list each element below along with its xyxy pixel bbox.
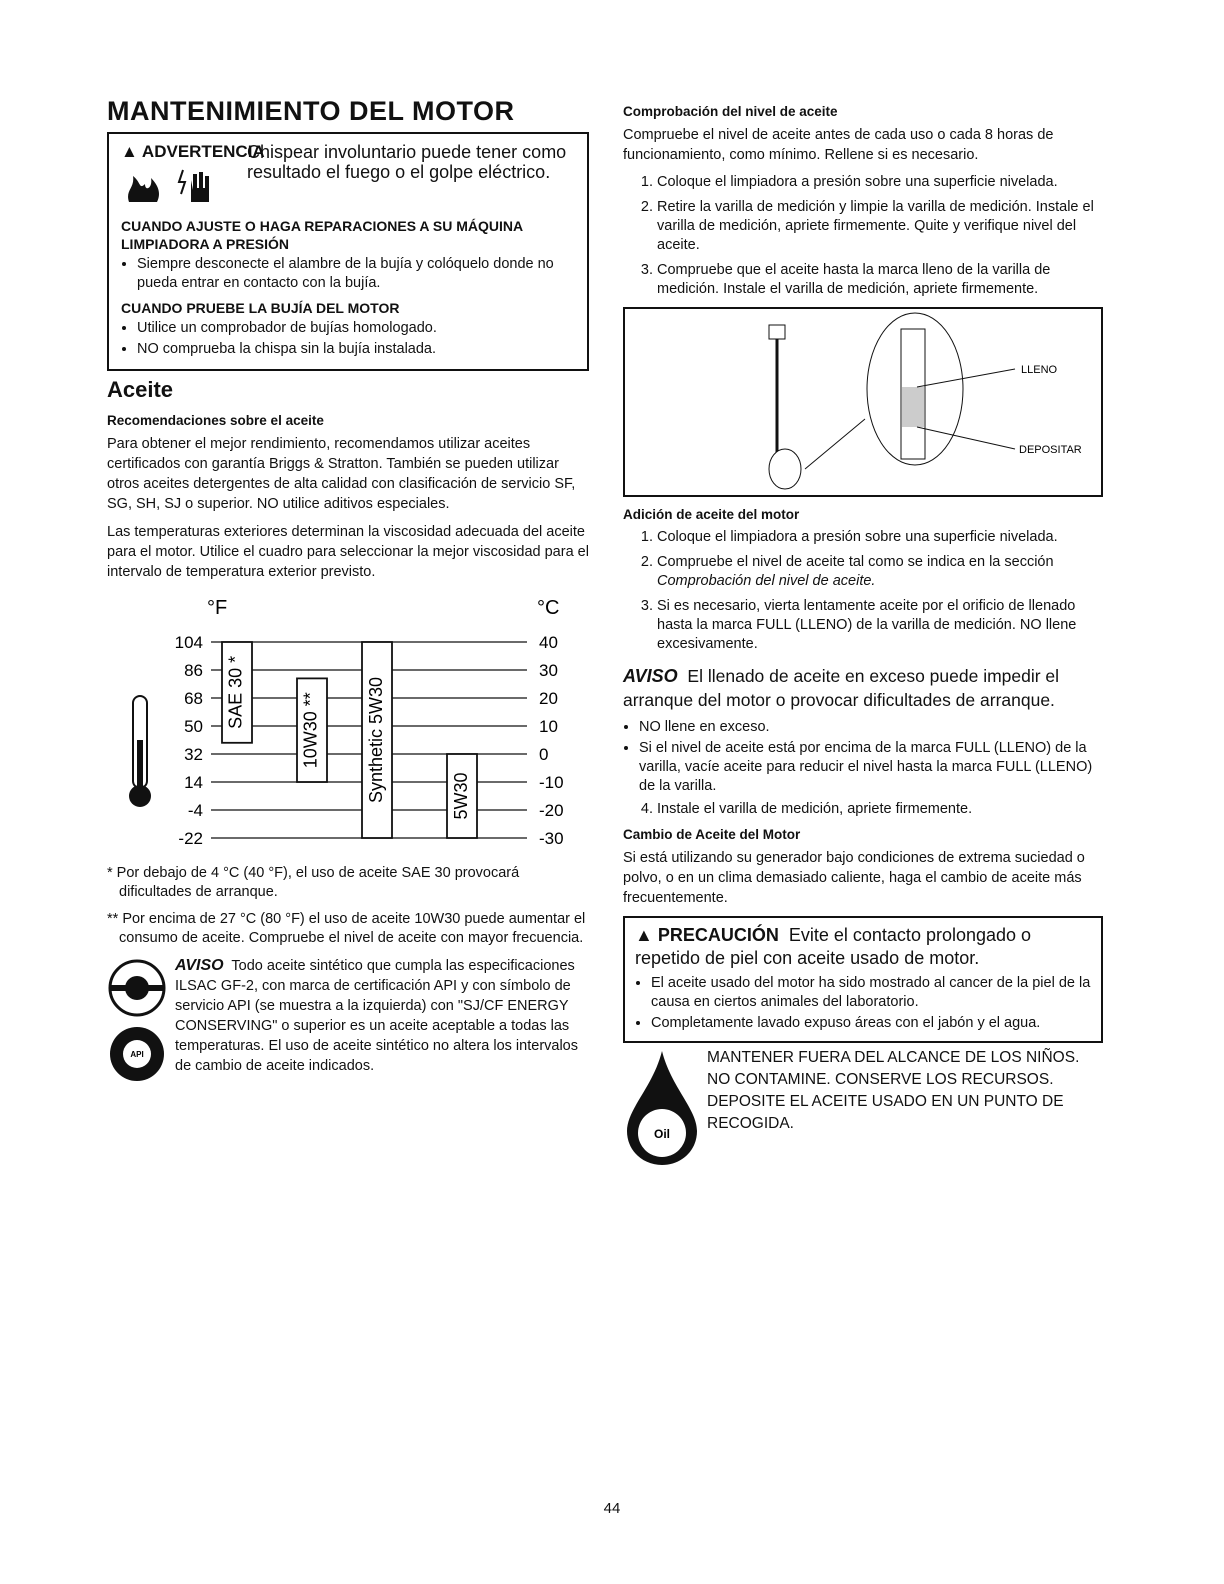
footnote-1: * Por debajo de 4 °C (40 °F), el uso de aceite SAE 30 provocará dificultades de arranque. <box>107 865 520 900</box>
svg-text:API: API <box>130 1050 144 1059</box>
label-full: LLENO <box>1021 364 1058 376</box>
recommendations-p1: Para obtener el mejor rendimiento, recomendamos utilizar aceites certificados con garantía Briggs & Stratton. También se pueden utilizar otros aceites detergentes de alta calidad con clasificación de servicio SF, SG, SH, SJ o superior. NO utilice aditivos especiales. <box>107 436 576 512</box>
magnified-dipstick-icon <box>805 313 963 469</box>
caution-triangle-icon: ▲ <box>635 925 653 945</box>
page-title: MANTENIMIENTO DEL MOTOR <box>107 96 515 126</box>
warning-label: ADVERTENCIA <box>141 142 265 161</box>
list-item: • Si el nivel de aceite está por encima de la marca FULL (LLENO) de la varilla, vacíe aceite para reducir el nivel hasta la marca FULL (LLENO) de la varilla. <box>639 739 1103 796</box>
api-donut-icon <box>110 961 164 1015</box>
check-level-steps <box>623 173 1103 299</box>
aviso-overfill <box>623 664 1103 712</box>
warning-section1-title: CUANDO AJUSTE O HAGA REPARACIONES A SU MÁQUINA LIMPIADORA A PRESIÓN <box>121 218 523 252</box>
c-tick-label: 20 <box>539 689 558 708</box>
warning-box <box>107 132 589 371</box>
list-item: 4. Instale el varilla de medición, apriete firmemente. <box>657 800 1103 819</box>
warning-section1-list <box>121 255 575 293</box>
warning-section2-list <box>121 319 575 359</box>
dipstick-illustration <box>625 309 1101 495</box>
aviso-overfill-list <box>623 718 1103 796</box>
aviso-synthetic <box>107 956 589 1086</box>
label-add: DEPOSITAR <box>1019 444 1082 456</box>
f-tick-label: 68 <box>184 689 203 708</box>
check-level-intro: Compruebe el nivel de aceite antes de cada uso o cada 8 horas de funcionamiento, como mínimo. Rellene si es necesario. <box>623 127 1054 163</box>
warning-header <box>121 142 575 211</box>
oil-label: Oil <box>653 1127 671 1141</box>
thermometer-icon <box>129 696 151 807</box>
viscosity-bar <box>297 678 327 782</box>
list-item: • NO llene en exceso. <box>639 718 1103 737</box>
right-column <box>623 96 1103 1167</box>
caution-box <box>623 916 1103 1043</box>
f-tick-label: 50 <box>184 717 203 736</box>
add-oil-step4 <box>623 800 1103 819</box>
celsius-label: °C <box>537 597 560 619</box>
section-ref: Comprobación del nivel de aceite. <box>657 573 876 589</box>
list-item: • Siempre desconecte el alambre de la bujía y colóquelo donde no pueda entrar en contacto con la bujía. <box>137 255 575 293</box>
list-item: 2. Retire la varilla de medición y limpie la varilla de medición. Instale el varilla de medición, apriete firmemente. Quite y verifique nivel del aceite. <box>657 198 1103 255</box>
recommendations-title: Recomendaciones sobre el aceite <box>107 413 324 428</box>
f-tick-label: -22 <box>178 829 203 848</box>
add-oil-steps <box>623 528 1103 654</box>
caution-label: PRECAUCIÓN <box>657 925 779 945</box>
c-tick-label: 10 <box>539 717 558 736</box>
list-item: • NO comprueba la chispa sin la bujía instalada. <box>137 340 575 359</box>
check-level-title: Comprobación del nivel de aceite <box>623 104 838 119</box>
bar-label: 10W30 ** <box>300 692 321 769</box>
aviso-label: AVISO <box>175 957 224 974</box>
list-item: • Completamente lavado expuso áreas con el jabón y el agua. <box>651 1014 1091 1033</box>
fire-shock-icons <box>121 162 231 206</box>
recycle-notice <box>623 1047 1103 1167</box>
electric-shock-icon <box>179 170 209 202</box>
c-tick-label: -30 <box>539 829 564 848</box>
list-item: 1. Coloque el limpiadora a presión sobre una superficie nivelada. <box>657 528 1103 547</box>
viscosity-bar <box>222 642 252 743</box>
aviso-text: El llenado de aceite en exceso puede impedir el arranque del motor o provocar dificultades de arranque. <box>623 666 1060 710</box>
aviso-label: AVISO <box>623 666 678 686</box>
f-tick-label: 32 <box>184 745 203 764</box>
aviso-text: Todo aceite sintético que cumpla las especificaciones ILSAC GF-2, con marca de certificación API y con símbolo de servicio API (se muestra a la izquierda) con "SJ/CF ENERGY CONSERVING" o superior es un aceite aceptable a todas las temperaturas. El uso de aceite sintético no altera los intervalos de cambio de aceite indicados. <box>175 958 578 1074</box>
c-tick-label: -20 <box>539 801 564 820</box>
bar-label: Synthetic 5W30 <box>365 676 386 804</box>
c-tick-label: 40 <box>539 633 558 652</box>
oil-heading: Aceite <box>107 377 174 402</box>
api-starburst-icon <box>110 1027 164 1081</box>
fire-icon <box>128 176 159 202</box>
add-oil-title: Adición de aceite del motor <box>623 507 800 522</box>
c-tick-label: 30 <box>539 661 558 680</box>
f-tick-label: 14 <box>184 773 203 792</box>
page-number: 44 <box>603 1500 621 1517</box>
warning-triangle-icon: ▲ <box>121 142 138 161</box>
list-item: 2. Compruebe el nivel de aceite tal como se indica en la sección Comprobación del nivel de aceite. <box>657 553 1103 591</box>
recycle-text: MANTENER FUERA DEL ALCANCE DE LOS NIÑOS. NO CONTAMINE. CONSERVE LOS RECURSOS. DEPOSITE EL ACEITE USADO EN UN PUNTO DE RECOGIDA. <box>707 1049 1080 1132</box>
fahrenheit-label: °F <box>207 597 228 619</box>
api-service-symbols <box>107 956 169 1086</box>
list-item: • Utilice un comprobador de bujías homologado. <box>137 319 575 338</box>
left-column <box>107 96 589 1086</box>
viscosity-chart <box>107 590 577 858</box>
warning-icons <box>121 142 265 211</box>
change-oil-text: Si está utilizando su generador bajo condiciones de extrema suciedad o polvo, o en un clima demasiado caliente, haga el cambio de aceite más frecuentemente. <box>623 850 1085 906</box>
caution-list <box>635 974 1091 1033</box>
list-item: 1. Coloque el limpiadora a presión sobre una superficie nivelada. <box>657 173 1103 192</box>
f-tick-label: -4 <box>187 801 203 820</box>
change-oil-title: Cambio de Aceite del Motor <box>623 827 801 842</box>
bar-label: SAE 30 * <box>225 655 246 729</box>
footnote-2: ** Por encima de 27 °C (80 °F) el uso de aceite 10W30 puede aumentar el consumo de aceite. Compruebe el nivel de aceite con mayor frecuencia. <box>107 911 586 946</box>
viscosity-bar <box>447 754 477 838</box>
caution-text: Evite el contacto prolongado o repetido de piel con aceite usado de motor. <box>635 925 1032 968</box>
f-tick-label: 104 <box>174 633 203 652</box>
dipstick-icon <box>769 325 801 489</box>
c-tick-label: 0 <box>539 745 549 764</box>
viscosity-bar <box>362 642 392 838</box>
recommendations-p2: Las temperaturas exteriores determinan la viscosidad adecuada del aceite para el motor. Utilice el cuadro para seleccionar la mejor viscosidad para el intervalo de temperatura exterior previsto. <box>107 524 589 580</box>
bar-label: 5W30 <box>450 772 471 820</box>
warning-text: Chispear involuntario puede tener como resultado el fuego o el golpe eléctrico. <box>247 142 567 182</box>
f-tick-label: 86 <box>184 661 203 680</box>
c-tick-label: -10 <box>539 773 564 792</box>
list-item: 3. Si es necesario, vierta lentamente aceite por el orificio de llenado hasta la marca FULL (LLENO) de la varilla de medición. NO llene excesivamente. <box>657 597 1103 654</box>
list-item: 3. Compruebe que el aceite hasta la marca lleno de la varilla de medición. Instale el varilla de medición, apriete firmemente. <box>657 261 1103 299</box>
dipstick-figure <box>623 307 1103 497</box>
list-item: • El aceite usado del motor ha sido mostrado al cancer de la piel de la causa en ciertos animales del laboratorio. <box>651 974 1091 1012</box>
oil-drop-recycle-icon <box>623 1047 701 1167</box>
warning-section2-title: CUANDO PRUEBE LA BUJÍA DEL MOTOR <box>121 300 400 316</box>
